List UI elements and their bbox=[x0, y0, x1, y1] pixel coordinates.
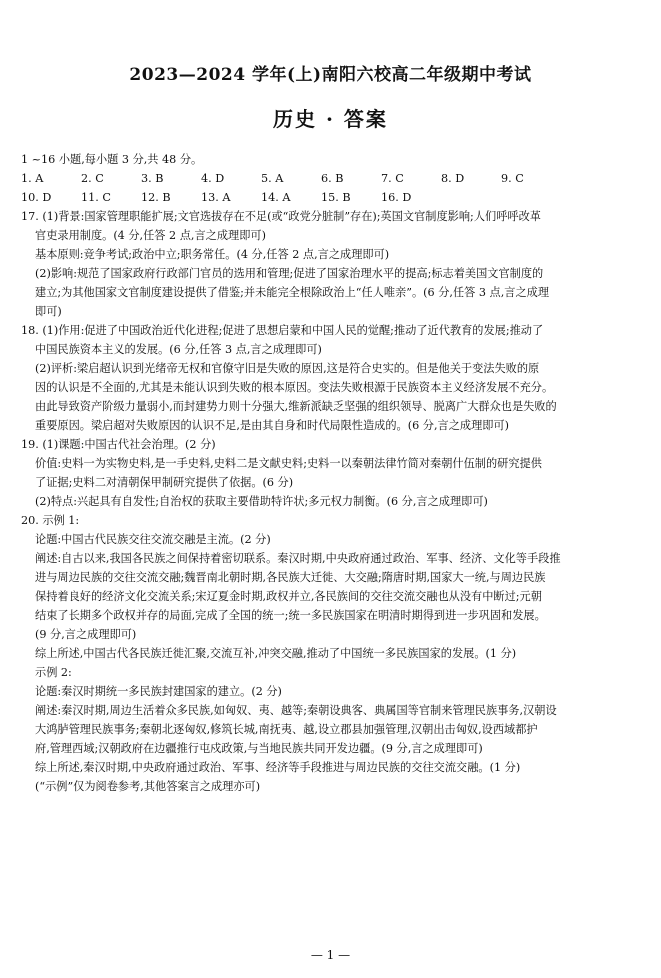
q19-line: 了证据;史料二对清朝保甲制研究提供了依据。(6 分) bbox=[35, 476, 294, 489]
q17-line: (2)影响:规范了国家政府行政部门官员的选用和管理;促进了国家治理水平的提高;标志着美国文官制度的 bbox=[35, 267, 544, 280]
answer-content bbox=[21, 150, 641, 796]
mc-intro: 1 ~16 小题,每小题 3 分,共 48 分。 bbox=[21, 153, 203, 166]
q20-line: 综上所述,中国古代各民族迁徙汇聚,交流互补,冲突交融,推动了中国统一多民族国家的发展。(1 分) bbox=[35, 647, 517, 660]
q19-line: 价值:史料一为实物史料,是一手史料,史料二是文献史料;史料一以秦朝法律竹简对秦朝什伍制的研究提供 bbox=[35, 457, 542, 470]
mc-answer: 1. A bbox=[21, 172, 44, 185]
page-number: — 1 — bbox=[310, 948, 351, 962]
q20-line: (“示例”仅为阅卷参考,其他答案言之成理亦可) bbox=[35, 780, 261, 793]
mc-answer: 11. C bbox=[81, 191, 111, 204]
q18-line: 中国民族资本主义的发展。(6 分,任答 3 点,言之成理即可) bbox=[35, 343, 322, 356]
q19-line: 19. (1)课题:中国古代社会治理。(2 分) bbox=[21, 438, 216, 451]
q18-line: 18. (1)作用:促进了中国政治近代化进程;促进了思想启蒙和中国人民的觉醒;推动了近代教育的发展;推动了 bbox=[21, 324, 544, 337]
mc-answer: 12. B bbox=[141, 191, 171, 204]
mc-row-2 bbox=[21, 188, 641, 207]
q20-line: 保持着良好的经济文化交流关系;宋辽夏金时期,政权并立,各民族间的交往交流交融也从没有中断过;元朝 bbox=[35, 590, 542, 603]
q20-line: 阐述:自古以来,我国各民族之间保持着密切联系。秦汉时期,中央政府通过政治、军事、经济、文化等手段推 bbox=[35, 552, 561, 565]
q20-line: 大鸿胪管理民族事务;秦朝北逐匈奴,修筑长城,南抚夷、越,设立郡县加强管理,汉朝出击匈奴,设西域都护 bbox=[35, 723, 538, 736]
mc-row-1 bbox=[21, 169, 641, 188]
mc-answer: 10. D bbox=[21, 191, 52, 204]
mc-answer: 8. D bbox=[441, 172, 465, 185]
q20-line: 进与周边民族的交往交流交融;魏晋南北朝时期,各民族大迁徙、大交融;隋唐时期,国家大一统,与周边民族 bbox=[35, 571, 546, 584]
q20-line: 论题:中国古代民族交往交流交融是主流。(2 分) bbox=[35, 533, 271, 546]
q17-line: 官吏录用制度。(4 分,任答 2 点,言之成理即可) bbox=[35, 229, 266, 242]
q20-line: 20. 示例 1: bbox=[21, 514, 80, 527]
mc-answer: 15. B bbox=[321, 191, 351, 204]
q17-line: 即可) bbox=[35, 305, 62, 318]
q20-line: 府,管理西域;汉朝政府在边疆推行屯戍政策,与当地民族共同开发边疆。(9 分,言之成理即可) bbox=[35, 742, 483, 755]
q20-line: (9 分,言之成理即可) bbox=[35, 628, 137, 641]
q18-line: (2)评析:梁启超认识到光绪帝无权和官僚守旧是失败的原因,这是符合史实的。但是他关于变法失败的原 bbox=[35, 362, 540, 375]
q18-line: 重要原因。梁启超对失败原因的认识不足,是由其自身和时代局限性造成的。(6 分,言之成理即可) bbox=[35, 419, 510, 432]
mc-answer: 6. B bbox=[321, 172, 344, 185]
q18-line: 由此导致资产阶级力量弱小,而封建势力则十分强大,维新派缺乏坚强的组织领导、脱离广大群众也是失败的 bbox=[35, 400, 557, 413]
mc-answer: 5. A bbox=[261, 172, 284, 185]
q20-line: 结束了长期多个政权并存的局面,完成了全国的统一;统一多民族国家在明清时期得到进一步巩固和发展。 bbox=[35, 609, 546, 622]
exam-title: 2023—2024 学年(上)南阳六校高二年级期中考试 bbox=[129, 65, 532, 85]
mc-answer: 13. A bbox=[201, 191, 231, 204]
mc-answer: 14. A bbox=[261, 191, 291, 204]
q18-line: 因的认识是不全面的,尤其是未能认识到失败的根本原因。变法失败根源于民族资本主义经济发展不充分。 bbox=[35, 381, 554, 394]
q20-line: 示例 2: bbox=[35, 666, 72, 679]
q19-line: (2)特点:兴起具有自发性;自治权的获取主要借助特许状;多元权力制衡。(6 分,言之成理即可) bbox=[35, 495, 488, 508]
mc-answer: 4. D bbox=[201, 172, 225, 185]
mc-answer: 2. C bbox=[81, 172, 104, 185]
mc-answer: 9. C bbox=[501, 172, 524, 185]
mc-answer: 7. C bbox=[381, 172, 404, 185]
answer-subtitle: 历史 · 答案 bbox=[273, 107, 388, 131]
mc-answer: 3. B bbox=[141, 172, 164, 185]
q17-line: 17. (1)背景:国家管理职能扩展;文官选拔存在不足(或“政党分脏制”存在);英国文官制度影响;人们呼呼改革 bbox=[21, 210, 541, 223]
q20-line: 阐述:秦汉时期,周边生活着众多民族,如匈奴、夷、越等;秦朝设典客、典属国等官制来管理民族事务,汉朝设 bbox=[35, 704, 557, 717]
q17-line: 建立;为其他国家文官制度建设提供了借鉴;并未能完全根除政治上“任人唯亲”。(6 分,任答 3 点,言之成理 bbox=[35, 286, 550, 299]
mc-answer: 16. D bbox=[381, 191, 412, 204]
q20-line: 综上所述,秦汉时期,中央政府通过政治、军事、经济等手段推进与周边民族的交往交流交融。(1 分) bbox=[35, 761, 521, 774]
q20-line: 论题:秦汉时期统一多民族封建国家的建立。(2 分) bbox=[35, 685, 282, 698]
q17-line: 基本原则:竞争考试;政治中立;职务常任。(4 分,任答 2 点,言之成理即可) bbox=[35, 248, 390, 261]
